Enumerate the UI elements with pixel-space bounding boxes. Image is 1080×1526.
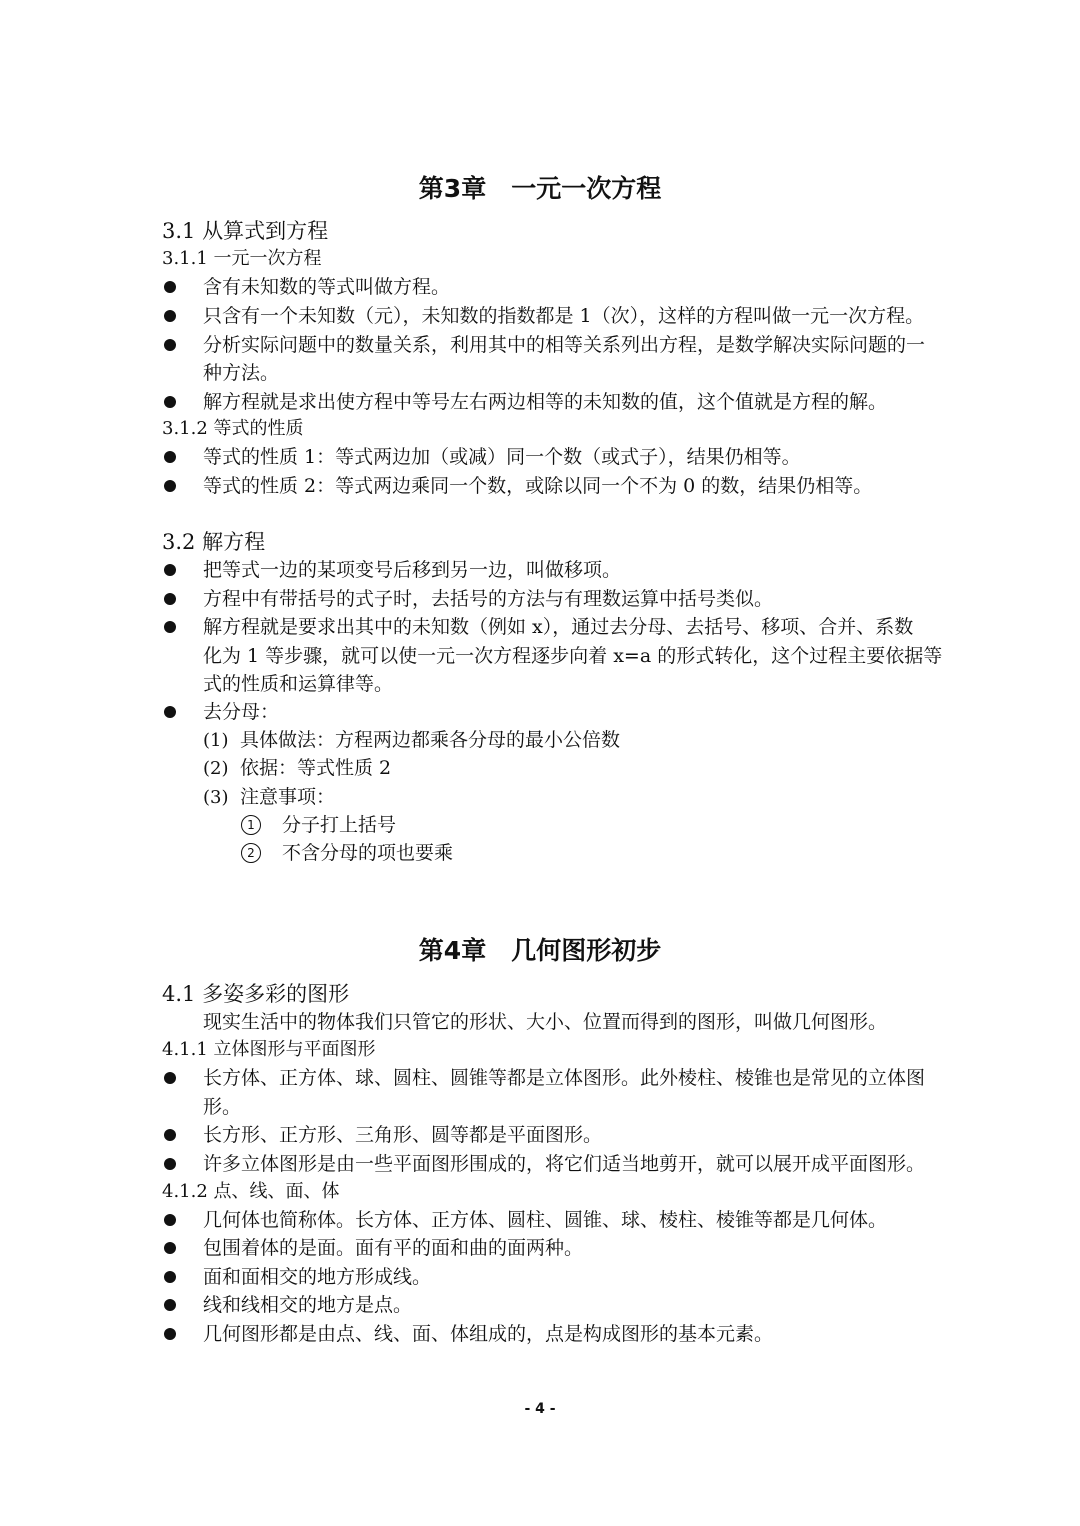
list-item: 线和线相交的地方是点。 [203, 1294, 413, 1316]
circled-number-icon: 2 [241, 843, 261, 863]
section-3-1-heading: 3.1 从算式到方程 [162, 219, 329, 243]
step-number: (1) [203, 730, 229, 751]
list-item-continuation: 种方法。 [203, 362, 280, 384]
step-number: (3) [203, 787, 229, 808]
note-text: 分子打上括号 [282, 814, 397, 836]
bullet-icon [164, 1271, 176, 1283]
chapter-4-title: 第4章 几何图形初步 [418, 936, 662, 965]
bullet-icon [164, 396, 176, 408]
section-intro: 现实生活中的物体我们只管它的形状、大小、位置而得到的图形，叫做几何图形。 [203, 1011, 888, 1033]
list-item: 长方形、正方形、三角形、圆等都是平面图形。 [203, 1124, 603, 1146]
list-item: 等式的性质 1：等式两边加（或减）同一个数（或式子），结果仍相等。 [203, 446, 801, 468]
list-item: 面和面相交的地方形成线。 [203, 1266, 432, 1288]
list-item: 等式的性质 2：等式两边乘同一个数，或除以同一个不为 0 的数，结果仍相等。 [203, 475, 873, 497]
list-item: 解方程就是求出使方程中等号左右两边相等的未知数的值，这个值就是方程的解。 [203, 391, 888, 413]
section-4-1-heading: 4.1 多姿多彩的图形 [162, 982, 350, 1006]
circled-number-icon: 1 [241, 815, 261, 835]
list-item-continuation: 形。 [203, 1096, 242, 1118]
bullet-icon [164, 1328, 176, 1340]
section-3-2-heading: 3.2 解方程 [162, 530, 266, 554]
list-item: 解方程就是要求出其中的未知数（例如 x），通过去分母、去括号、移项、合并、系数 [203, 616, 914, 638]
bullet-icon [164, 1299, 176, 1311]
list-item: 只含有一个未知数（元），未知数的指数都是 1（次），这样的方程叫做一元一次方程。 [203, 305, 925, 327]
list-item: 许多立体图形是由一些平面图形围成的，将它们适当地剪开，就可以展开成平面图形。 [203, 1153, 926, 1175]
step-text: 具体做法：方程两边都乘各分母的最小公倍数 [240, 729, 621, 751]
bullet-icon [164, 310, 176, 322]
bullet-icon [164, 1242, 176, 1254]
bullet-icon [164, 451, 176, 463]
bullet-icon [164, 339, 176, 351]
list-item: 几何体也简称体。长方体、正方体、圆柱、圆锥、球、棱柱、棱锥等都是几何体。 [203, 1209, 888, 1231]
note-text: 不含分母的项也要乘 [282, 842, 454, 864]
step-number: (2) [203, 758, 229, 779]
list-item: 去分母： [203, 701, 280, 723]
list-item-continuation: 化为 1 等步骤，就可以使一元一次方程逐步向着 x=a 的形式转化，这个过程主要依据等 [203, 645, 943, 667]
list-item: 含有未知数的等式叫做方程。 [203, 276, 451, 298]
step-text: 依据：等式性质 2 [240, 757, 392, 779]
section-4-1-2-heading: 4.1.2 点、线、面、体 [162, 1181, 340, 1202]
list-item: 几何图形都是由点、线、面、体组成的，点是构成图形的基本元素。 [203, 1323, 774, 1345]
list-item: 把等式一边的某项变号后移到另一边，叫做移项。 [203, 559, 622, 581]
bullet-icon [164, 706, 176, 718]
bullet-icon [164, 1158, 176, 1170]
chapter-3-title: 第3章 一元一次方程 [418, 174, 662, 203]
list-item: 方程中有带括号的式子时，去括号的方法与有理数运算中括号类似。 [203, 588, 774, 610]
bullet-icon [164, 1214, 176, 1226]
list-item: 分析实际问题中的数量关系，利用其中的相等关系列出方程，是数学解决实际问题的一 [203, 334, 926, 356]
list-item: 长方体、正方体、球、圆柱、圆锥等都是立体图形。此外棱柱、棱锥也是常见的立体图 [203, 1067, 926, 1089]
section-3-1-1-heading: 3.1.1 一元一次方程 [162, 248, 322, 269]
bullet-icon [164, 480, 176, 492]
section-3-1-2-heading: 3.1.2 等式的性质 [162, 418, 304, 439]
bullet-icon [164, 281, 176, 293]
list-item: 包围着体的是面。面有平的面和曲的面两种。 [203, 1237, 584, 1259]
bullet-icon [164, 593, 176, 605]
bullet-icon [164, 1129, 176, 1141]
step-text: 注意事项： [240, 786, 336, 808]
page-number: - 4 - [524, 1401, 556, 1417]
bullet-icon [164, 621, 176, 633]
list-item-continuation: 式的性质和运算律等。 [203, 673, 394, 695]
bullet-icon [164, 1072, 176, 1084]
bullet-icon [164, 564, 176, 576]
section-4-1-1-heading: 4.1.1 立体图形与平面图形 [162, 1039, 376, 1060]
